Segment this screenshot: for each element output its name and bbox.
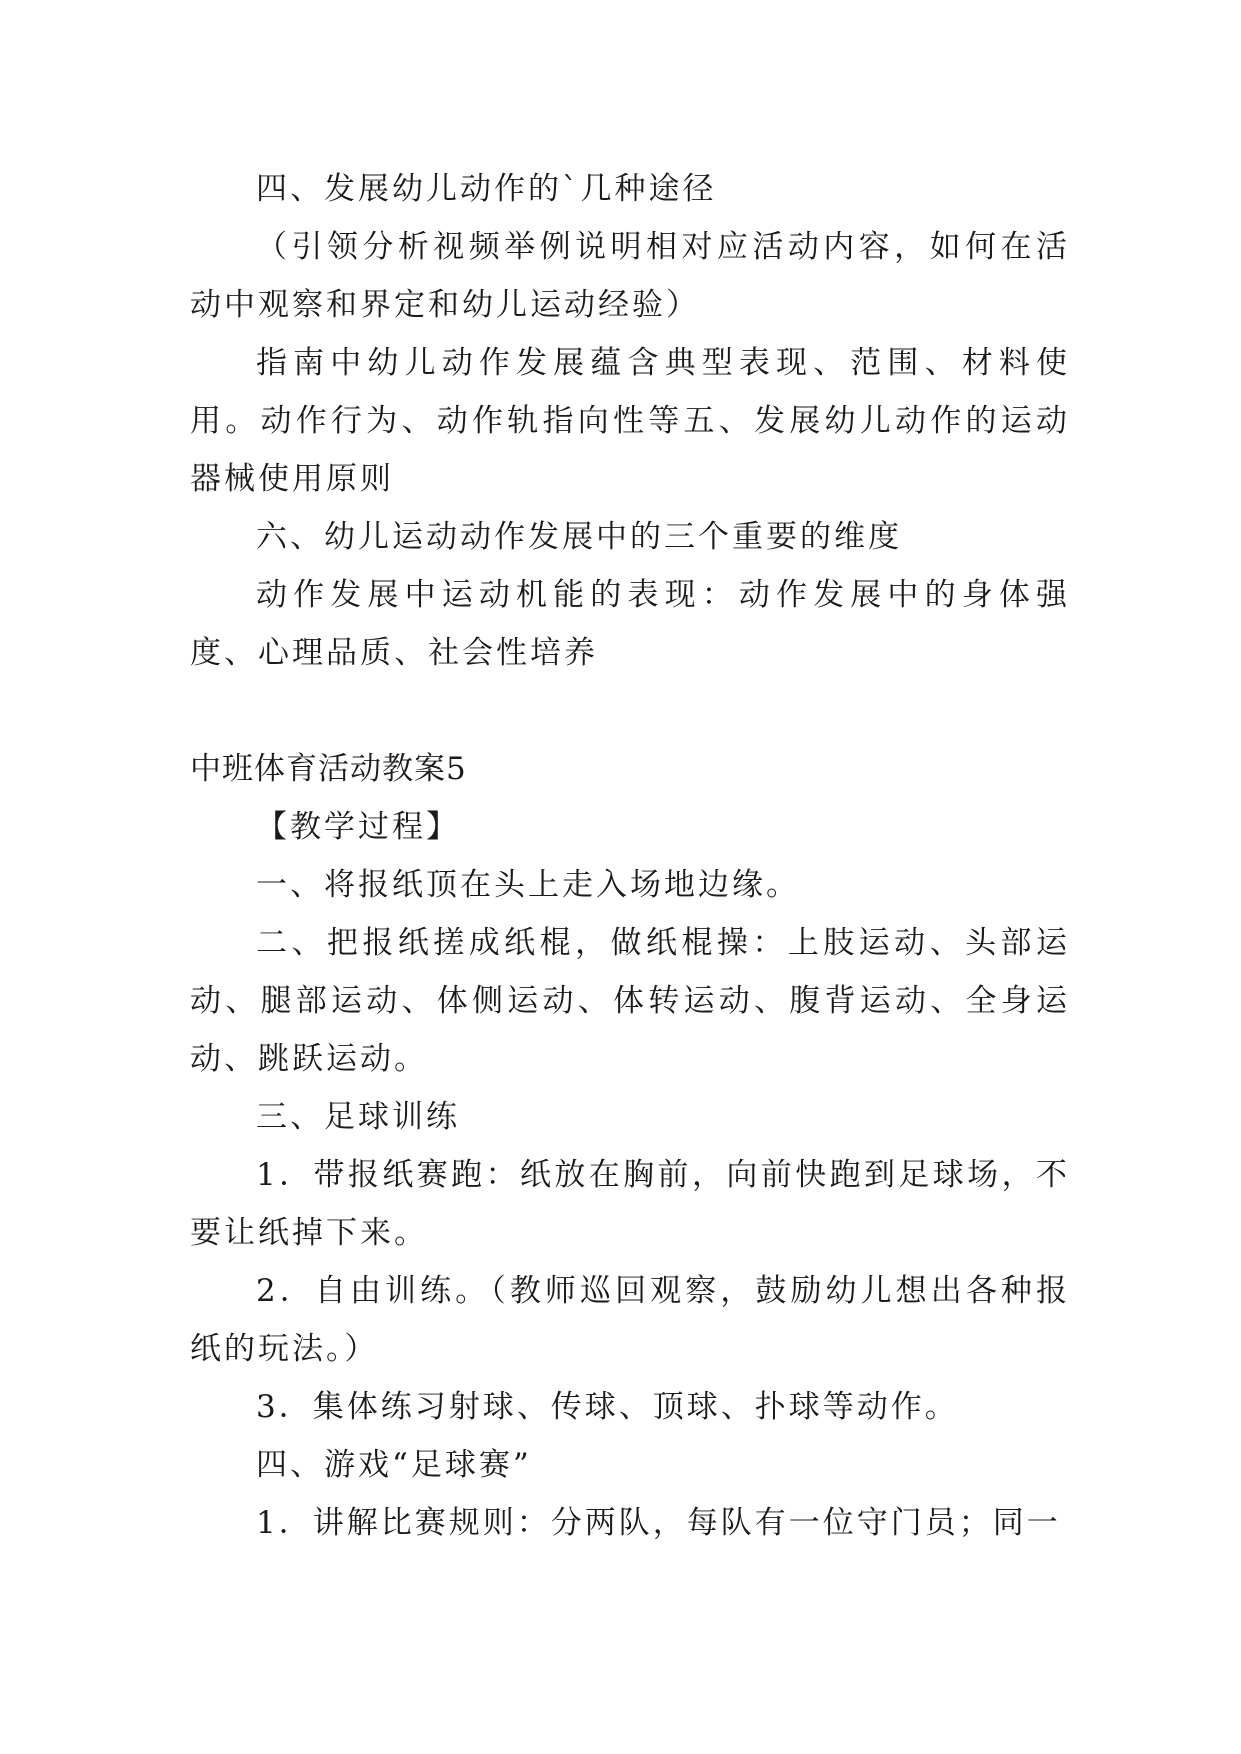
- paragraph-approaches-heading: 四、发展幼儿动作的`几种途径: [256, 171, 717, 207]
- document-body: [190, 160, 1070, 1552]
- step-three-heading: 三、足球训练: [256, 1099, 460, 1135]
- step-three-item-2: 2．自由训练。（教师巡回观察，鼓励幼儿想出各种报纸的玩法。）: [190, 1273, 1070, 1367]
- step-two: 二、把报纸搓成纸棍，做纸棍操：上肢运动、头部运动、腿部运动、体侧运动、体转运动、腹背运动、全身运动、跳跃运动。: [190, 925, 1070, 1077]
- step-one: 一、将报纸顶在头上走入场地边缘。: [256, 867, 800, 903]
- paragraph-motor-function: 动作发展中运动机能的表现：动作发展中的身体强度、心理品质、社会性培养: [190, 577, 1070, 671]
- step-three-item-1: 1．带报纸赛跑：纸放在胸前，向前快跑到足球场，不要让纸掉下来。: [190, 1157, 1070, 1251]
- step-four-heading: 四、游戏“足球赛”: [256, 1447, 532, 1483]
- step-four-item-1: 1．讲解比赛规则：分两队，每队有一位守门员；同一: [256, 1505, 1061, 1541]
- lesson-plan-title: 中班体育活动教案5: [190, 751, 467, 787]
- paragraph-video-analysis: （引领分析视频举例说明相对应活动内容，如何在活动中观察和界定和幼儿运动经验）: [190, 229, 1070, 323]
- paragraph-three-dimensions: 六、幼儿运动动作发展中的三个重要的维度: [256, 519, 902, 555]
- step-three-item-3: 3．集体练习射球、传球、顶球、扑球等动作。: [256, 1389, 959, 1425]
- paragraph-guide-content: 指南中幼儿动作发展蕴含典型表现、范围、材料使用。动作行为、动作轨指向性等五、发展幼儿动作的运动器械使用原则: [190, 345, 1070, 497]
- teaching-process-heading: 【教学过程】: [256, 809, 460, 845]
